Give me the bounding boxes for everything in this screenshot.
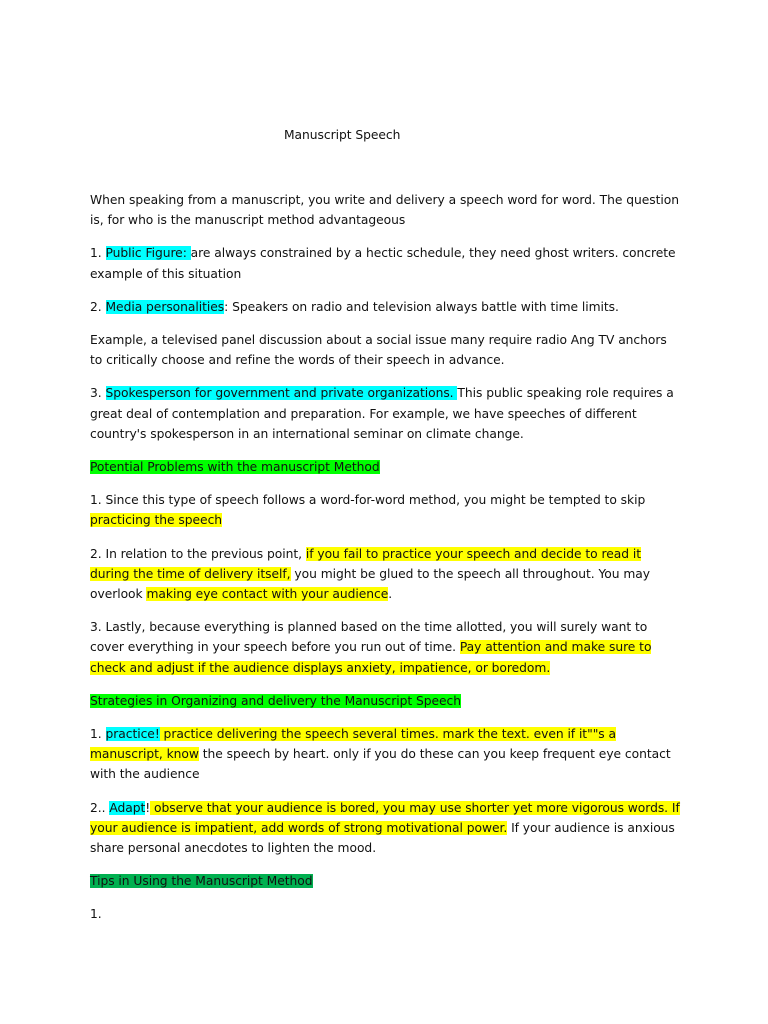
- highlight-green: Potential Problems with the manuscript Method: [90, 460, 380, 475]
- highlight-cyan: Spokesperson for government and private organizations.: [105, 386, 458, 401]
- page-title: Manuscript Speech: [284, 128, 401, 142]
- paragraph-text: the speech by heart. only if you do these can you keep frequent eye contact with the audience: [90, 747, 671, 782]
- paragraph-text: .: [388, 587, 393, 602]
- heading-tips: [90, 871, 682, 891]
- highlight-yellow: observe that your audience is bored, you may use shorter yet more vigorous words. If your audience is impatient, add words of strong motivational power.: [90, 800, 680, 835]
- paragraph-text: you might be glued to the speech all throughout. You may overlook: [90, 566, 650, 602]
- paragraph-text: If your audience is anxious share personal anecdotes to lighten the mood.: [90, 820, 675, 856]
- highlight-yellow: practicing the speech: [90, 513, 223, 528]
- document-body: [90, 190, 682, 938]
- list-number: 2..: [90, 800, 110, 815]
- paragraph-media-personalities: [90, 297, 682, 317]
- heading-strategies: [90, 691, 682, 711]
- problem-2: [90, 544, 682, 605]
- paragraph-example: Example, a televised panel discussion about a social issue many require radio Ang TV anchors to critically choose and refine the words of their speech in advance.: [90, 333, 667, 368]
- highlight-dark-green: Tips in Using the Manuscript Method: [90, 874, 313, 889]
- list-number: 1.: [90, 246, 106, 261]
- paragraph-text: are always constrained by a hectic schedule, they need ghost writers. concrete example of this situation: [90, 246, 676, 281]
- highlight-cyan: Media personalities: [105, 299, 225, 314]
- intro-paragraph: When speaking from a manuscript, you write and delivery a speech word for word. The question is, for who is the manuscript method advantageous: [90, 193, 679, 228]
- problem-1: [90, 490, 682, 530]
- paragraph-text: !: [145, 800, 151, 815]
- paragraph-spokesperson: [90, 383, 682, 444]
- paragraph-text: This public speaking role requires a great deal of contemplation and preparation. For example, we have speeches of different country's spokesperson in an international seminar on climate change.: [90, 386, 674, 441]
- paragraph-text: : Speakers on radio and television always battle with time limits.: [224, 299, 619, 314]
- highlight-cyan: practice!: [105, 727, 160, 742]
- highlight-yellow: practice delivering the speech several times. mark the text. even if it""s a manuscript, know: [90, 727, 616, 762]
- paragraph-text: 3. Lastly, because everything is planned based on the time allotted, you will surely want to cover everything in your speech before you run out of time.: [90, 620, 648, 655]
- paragraph-public-figure: [90, 243, 682, 283]
- strategy-1: [90, 724, 682, 785]
- highlight-cyan: Adapt: [109, 800, 146, 815]
- highlight-yellow: Pay attention and make sure to check and adjust if the audience displays anxiety, impatience, or boredom.: [90, 640, 652, 675]
- highlight-yellow: if you fail to practice your speech and decide to read it during the time of delivery itself,: [90, 546, 641, 581]
- highlight-cyan: Public Figure:: [105, 246, 191, 261]
- strategy-2: [90, 798, 682, 859]
- paragraph-text: 1. Since this type of speech follows a word-for-word method, you might be tempted to skip: [90, 493, 646, 508]
- highlight-green: Strategies in Organizing and delivery the Manuscript Speech: [90, 693, 461, 708]
- tips-list-item: 1.: [90, 907, 102, 922]
- paragraph-text: 2. In relation to the previous point,: [90, 546, 306, 561]
- list-number: 2.: [90, 299, 106, 314]
- highlight-yellow: making eye contact with your audience: [146, 587, 389, 602]
- problem-3: [90, 617, 682, 678]
- list-number: 1.: [90, 727, 106, 742]
- heading-potential-problems: [90, 457, 682, 477]
- list-number: 3.: [90, 386, 106, 401]
